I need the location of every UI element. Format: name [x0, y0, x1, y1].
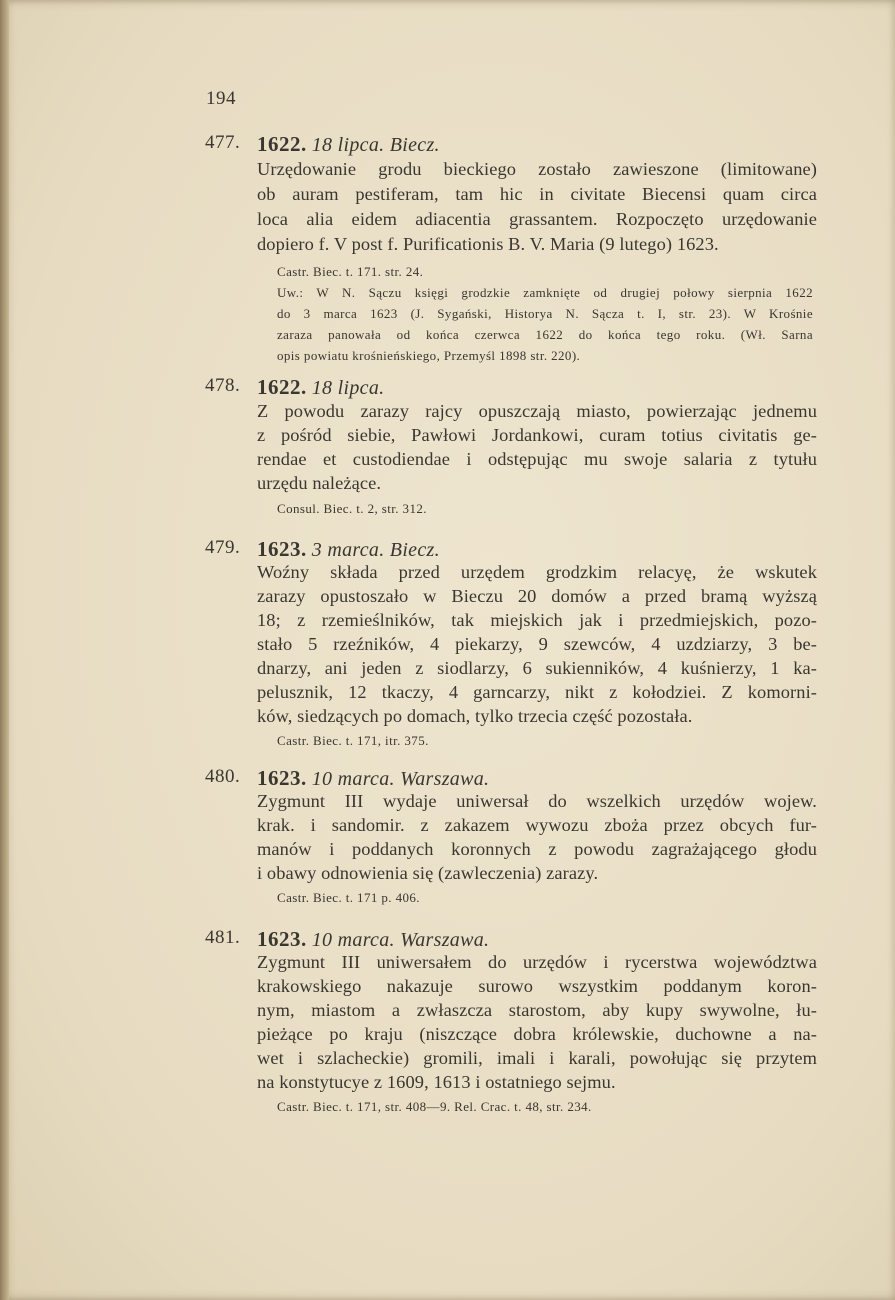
entry-note-line: opis powiatu krośnieńskiego, Przemyśl 1898 str. 220).: [277, 348, 581, 363]
entry-text-line: Woźny składa przed urzędem grodzkim relacyę, że wskutek: [257, 562, 817, 582]
entry-heading: [257, 375, 384, 400]
entry-year: 1622.: [257, 375, 307, 399]
entry-source: Castr. Biec. t. 171, str. 408—9. Rel. Crac. t. 48, str. 234.: [277, 1099, 592, 1114]
entry-heading: [257, 927, 489, 952]
entry-text-line: Zygmunt III wydaje uniwersał do wszelkich urzędów wojew.: [257, 791, 817, 811]
entry-note-line: Uw.: W N. Sączu księgi grodzkie zamknięte od drugiej połowy sierpnia 1622: [277, 285, 813, 300]
entry-text-line: rendae et custodiendae i odstępując mu swoje salaria z tytułu: [257, 449, 817, 469]
entry-date: 18 lipca.: [311, 377, 385, 399]
entry-number: 477.: [205, 132, 241, 153]
entry-heading: [257, 766, 489, 791]
entry-heading: [257, 537, 440, 562]
entry-number: 479.: [205, 537, 241, 558]
entry-text-line: na konstytucye z 1609, 1613 i ostatniego sejmu.: [257, 1072, 616, 1092]
entry-date: 3 marca. Biecz.: [311, 539, 440, 561]
entry-text-line: pelusznik, 12 tkaczy, 4 garncarzy, nikt z kołodziei. Z komorni-: [257, 682, 817, 702]
entry-text-line: ob auram pestiferam, tam hic in civitate Biecensi quam circa: [257, 184, 817, 204]
entry-text-line: manów i poddanych koronnych z powodu zagrażającego głodu: [257, 839, 817, 859]
book-gutter: [0, 0, 9, 1300]
entry-text-line: Z powodu zarazy rajcy opuszczają miasto, powierzając jednemu: [257, 401, 817, 421]
entry-text-line: krak. i sandomir. z zakazem wywozu zboża przez obcych fur-: [257, 815, 817, 835]
entry-text-line: stało 5 rzeźników, 4 piekarzy, 9 szewców, 4 uzdziarzy, 3 be-: [257, 634, 817, 654]
entry-source: Castr. Biec. t. 171, itr. 375.: [277, 733, 429, 748]
entry-text-line: pieżące po kraju (niszczące dobra królewskie, duchowne a na-: [257, 1024, 817, 1044]
entry-number: 478.: [205, 375, 241, 396]
entry-note-line: zaraza panowała od końca czerwca 1622 do końca tego roku. (Wł. Sarna: [277, 327, 813, 342]
entry-text-line: 18; z rzemieślników, tak miejskich jak i przedmiejskich, pozo-: [257, 610, 817, 630]
entry-date: 10 marca. Warszawa.: [311, 768, 490, 790]
entry-year: 1623.: [257, 537, 307, 561]
entry-text-line: ków, siedzących po domach, tylko trzecia część pozostała.: [257, 706, 693, 726]
entry-source: Castr. Biec. t. 171. str. 24.: [277, 264, 424, 279]
page-number: 194: [206, 88, 236, 109]
entry-text-line: loca alia eidem adiacentia grassantem. Rozpoczęto urzędowanie: [257, 209, 817, 229]
entry-number: 480.: [205, 766, 241, 787]
entry-text-line: Zygmunt III uniwersałem do urzędów i rycerstwa województwa: [257, 952, 817, 972]
entry-year: 1622.: [257, 132, 307, 156]
entry-text-line: nym, miastom a zwłaszcza starostom, aby kupy swywolne, łu-: [257, 1000, 817, 1020]
entry-text-line: i obawy odnowienia się (zawleczenia) zarazy.: [257, 863, 599, 883]
entry-text-line: z pośród siebie, Pawłowi Jordankowi, curam totius civitatis ge-: [257, 425, 817, 445]
entry-heading: [257, 132, 440, 157]
entry-text-line: krakowskiego nakazuje surowo wszystkim poddanym koron-: [257, 976, 817, 996]
entry-date: 10 marca. Warszawa.: [311, 929, 490, 951]
entry-date: 18 lipca. Biecz.: [311, 134, 440, 156]
entry-source: Consul. Biec. t. 2, str. 312.: [277, 501, 427, 516]
entry-text-line: dnarzy, ani jeden z siodlarzy, 6 sukienników, 4 kuśnierzy, 1 ka-: [257, 658, 817, 678]
entry-text-line: Urzędowanie grodu bieckiego zostało zawieszone (limitowane): [257, 159, 817, 179]
entry-year: 1623.: [257, 766, 307, 790]
entry-number: 481.: [205, 927, 241, 948]
entry-note-line: do 3 marca 1623 (J. Sygański, Historya N. Sącza t. I, str. 23). W Krośnie: [277, 306, 813, 321]
entry-text-line: urzędu należące.: [257, 473, 382, 493]
entry-year: 1623.: [257, 927, 307, 951]
entry-text-line: dopiero f. V post f. Purificationis B. V. Maria (9 lutego) 1623.: [257, 234, 719, 254]
entry-text-line: zarazy opustoszało w Bieczu 20 domów a przed bramą wyższą: [257, 586, 817, 606]
entry-text-line: wet i szlacheckie) gromili, imali i karali, powołując się przytem: [257, 1048, 817, 1068]
entry-source: Castr. Biec. t. 171 p. 406.: [277, 890, 420, 905]
